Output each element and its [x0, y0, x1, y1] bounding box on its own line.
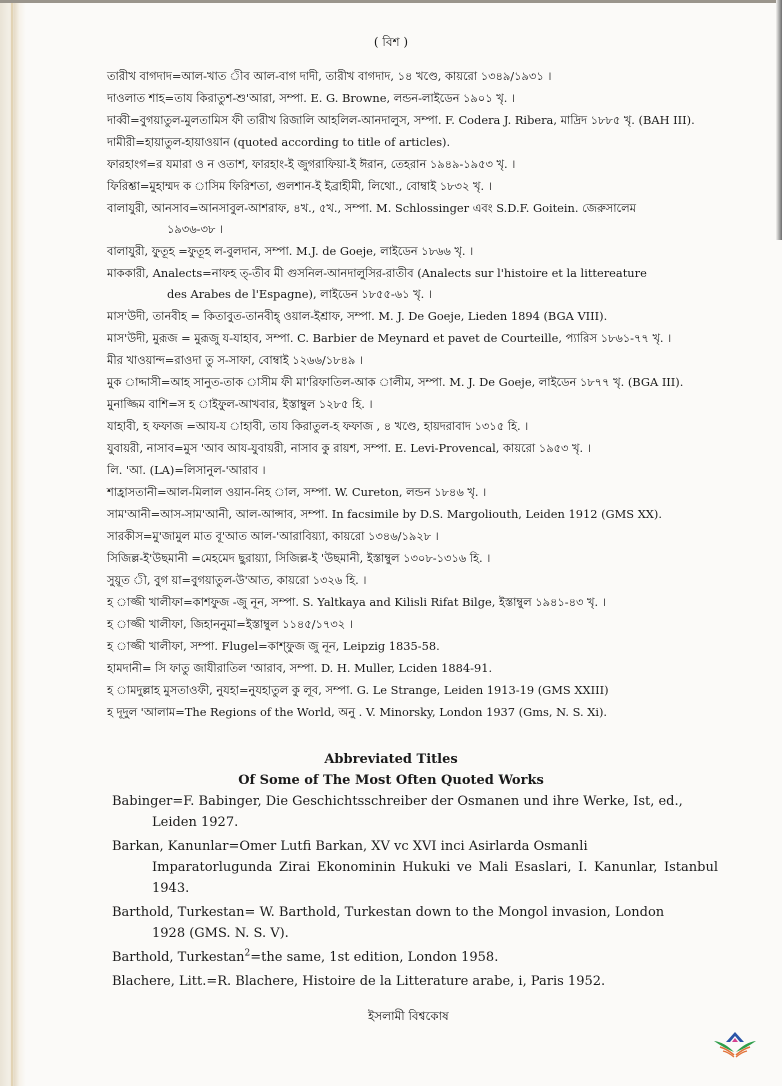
entry-text: মাস'উদী, মুরূজ = মুরূজু য-যাহাব, সম্পা. C. Barbier de Meynard et pavet de Courteille, প্যারিস ১৮৬১-৭৭ খৃ. ।	[107, 331, 672, 345]
logo-left-leaf	[714, 1041, 734, 1052]
entry-text: সুয়ূত ী, বুগ য়া=বুগয়াতুল-উ'আত, কায়রো ১৩২৬ হি. ।	[107, 573, 367, 587]
entry-text: শাহ্রাসতানী=আল-মিলাল ওয়ান-নিহ াল, সম্পা. W. Cureton, লন্ডন ১৮৪৬ খৃ. ।	[107, 485, 487, 499]
entry-text: ফিরিশ্তা=মুহাম্মদ ক াসিম ফিরিশতা, গুলশান-ই ইব্রাহীমী, লিথো., বোম্বাই ১৮৩২ খৃ. ।	[107, 179, 492, 193]
bibliography-entry	[107, 394, 719, 415]
book-logo-icon	[712, 1028, 758, 1058]
bibliography-entry	[107, 350, 719, 371]
abbreviated-works-list	[112, 791, 718, 992]
work-text: Barthold, Turkestan= W. Barthold, Turkestan down to the Mongol invasion, London	[112, 905, 665, 920]
entry-text: দাব্বী=বুগয়াতুল-মুলতামিস ফী তারীখ রিজালি আহলিল-আনদালুস, সম্পা. F. Codera J. Ribera, মাদ্রিদ ১৮৮৫ খৃ. (BAH III).	[107, 113, 695, 127]
entry-text: সিজিল্ল-ই'উছমানী =মেহমেদ ছুরায়্যা, সিজিল্ল-ই 'উছমানী, ইস্তাম্বুল ১৩০৮-১৩১৬ হি. ।	[107, 551, 491, 565]
entry-text: মাককারী, Analects=নাফহ ত্-তীব মী গুসনিল-আনদালুসির-রাতীব (Analects sur l'histoire et la littereature	[107, 266, 647, 280]
entry-text: মীর খাওয়ান্দ=রাওদা তু স-সাফা, বোম্বাই ১২৬৬/১৮৪৯ ।	[107, 353, 363, 367]
entry-continuation: des Arabes de l'Espagne), লাইডেন ১৮৫৫-৬১ খৃ. ।	[167, 287, 432, 301]
bibliography-entry	[107, 526, 719, 547]
bibliography-entry	[107, 636, 719, 657]
logo-arrow	[732, 1038, 738, 1042]
entry-text: ফারহাংগ=র যমারা ও ন ওতাশ, ফারহাং-ই জুগরাফিয়া-ই ঈরান, তেহরান ১৯৪৯-১৯৫৩ খৃ. ।	[107, 157, 516, 171]
work-entry	[112, 836, 718, 899]
bibliography-entry	[107, 328, 719, 349]
section-subheading: Of Some of The Most Often Quoted Works	[238, 773, 544, 788]
entry-text: হ দূদুল 'আলাম=The Regions of the World, অনু . V. Minorsky, London 1937 (Gms, N. S. Xi).	[107, 705, 608, 719]
entry-text: হ ামদুল্লাহ মুসতাওফী, নুযহা=নুযহাতুল কু লূব, সম্পা. G. Le Strange, Leiden 1913-19 (GMS XXIII)	[107, 683, 609, 697]
bibliography-entry	[107, 416, 719, 437]
entry-text: মাস'উদী, তানবীহ = কিতাবুত-তানবীহ্ ওয়াল-ইশ্রাফ, সম্পা. M. J. De Goeje, Lieden 1894 (BGA VIII).	[107, 309, 608, 323]
work-text: Babinger=F. Babinger, Die Geschichtsschreiber der Osmanen und ihre Werke, Ist, ed.,	[112, 794, 683, 809]
entry-text: হ াজ্জী খালীফা, সম্পা. Flugel=কাশ্ফুজ জু নূন, Leipzig 1835-58.	[107, 639, 440, 653]
entry-text: মুক াদ্দাসী=আহ সানুত-তাক াসীম ফী মা'রিফাতিল-আক ালীম, সম্পা. M. J. De Goeje, লাইডেন ১৮৭৭ খৃ. (BGA III).	[107, 375, 684, 389]
bibliography-entry	[107, 372, 719, 393]
bibliography-entry	[107, 614, 719, 635]
bibliography-entry	[107, 154, 719, 175]
bibliography-list	[107, 66, 719, 723]
bibliography-entry	[107, 658, 719, 679]
bibliography-entry	[107, 504, 719, 525]
entry-text: সাম'আনী=আস-সাম'আনী, আল-আন্সাব, সম্পা. In facsimile by D.S. Margoliouth, Leiden 1912 (GMS XX).	[107, 507, 662, 521]
bibliography-entry	[107, 438, 719, 459]
bibliography-entry	[107, 110, 719, 131]
section-heading: Abbreviated Titles	[324, 752, 458, 767]
bibliography-entry	[107, 176, 719, 197]
work-continuation: Leiden 1927.	[152, 815, 239, 830]
entry-text: যুবায়রী, নাসাব=মুস 'আব আয-যুবায়রী, নাসাব কু রায়শ, সম্পা. E. Levi-Provencal, কায়রো ১৯৫৩ খৃ. ।	[107, 441, 591, 455]
work-continuation: 1928 (GMS. N. S. V).	[152, 926, 289, 941]
bibliography-entry	[107, 263, 719, 305]
bibliography-entry	[107, 570, 719, 591]
page-number: ( বিশ )	[373, 35, 409, 49]
entry-text: হামদানী= সি ফাতু জাযীরাতিল 'আরাব, সম্পা. D. H. Muller, Lciden 1884-91.	[107, 661, 493, 675]
bibliography-entry	[107, 88, 719, 109]
entry-text: সারকীস=মু'জামুল মাত বূ'আত আল-'আরাবিয়্যা, কায়রো ১৩৪৬/১৯২৮ ।	[107, 529, 439, 543]
bibliography-entry	[107, 306, 719, 327]
bibliography-entry	[107, 241, 719, 262]
bibliography-entry	[107, 132, 719, 153]
superscript: 2	[244, 948, 251, 959]
entry-text: দাওলাত শাহ=তায কিরাতুশ-শু'আরা, সম্পা. E. G. Browne, লন্ডন-লাইডেন ১৯০১ খৃ. ।	[107, 91, 516, 105]
work-text: Barthold, Turkestan	[112, 950, 245, 965]
work-entry	[112, 947, 718, 968]
work-entry	[112, 971, 718, 992]
entry-text: লি. 'আ. (LA)=লিসানুল-'আরাব ।	[107, 463, 266, 477]
bibliography-entry	[107, 198, 719, 240]
work-text: Blachere, Litt.=R. Blachere, Histoire de la Litterature arabe, i, Paris 1952.	[112, 974, 606, 989]
bibliography-entry	[107, 702, 719, 723]
bibliography-entry	[107, 482, 719, 503]
entry-text: বালাযুরী, আনসাব=আনসাবুল-আশরাফ, ৪খ., ৫খ., সম্পা. M. Schlossinger এবং S.D.F. Goitein. জেরুসালেম	[107, 201, 636, 215]
work-text: Barkan, Kanunlar=Omer Lutfi Barkan, XV vc XVI inci Asirlarda Osmanli	[112, 839, 588, 854]
entry-text: দামীরী=হায়াতুল-হায়াওয়ান (quoted according to title of articles).	[107, 135, 451, 149]
page-footer	[107, 1006, 724, 1066]
entry-continuation: ১৯৩৬-৩৮ ।	[167, 222, 223, 236]
entry-text: তারীখ বাগদাদ=আল-খাত ীব আল-বাগ দাদী, তারীখ বাগদাদ, ১৪ খণ্ডে, কায়রো ১৩৪৯/১৯৩১ ।	[107, 69, 552, 83]
footer-publication-name: ইসলামী বিশ্বকোষ	[368, 1009, 449, 1023]
bibliography-entry	[107, 592, 719, 613]
entry-text: মুনাজ্জিম বাশি=স হ াইফুল-আখবার, ইস্তাম্বুল ১২৮৫ হি. ।	[107, 397, 373, 411]
bibliography-entry	[107, 66, 719, 87]
work-entry	[112, 791, 718, 833]
entry-text: হ াজ্জী খালীফা, জিহাননুমা=ইস্তাম্বুল ১১৪৫/১৭৩২ ।	[107, 617, 353, 631]
bibliography-entry	[107, 680, 719, 701]
work-text-end: =the same, 1st edition, London 1958.	[250, 950, 499, 965]
bibliography-entry	[107, 460, 719, 481]
entry-text: বালাযুরী, ফুতূহ =ফুতূহ ল-বুলদান, সম্পা. M.J. de Goeje, লাইডেন ১৮৬৬ খৃ. ।	[107, 244, 474, 258]
entry-text: হ াজ্জী খালীফা=কাশফুজ -জু নূন, সম্পা. S. Yaltkaya and Kilisli Rifat Bilge, ইস্তাম্বুল ১৯৪১-৪৩ খৃ. ।	[107, 595, 606, 609]
work-continuation: Imparatorlugunda Zirai Ekonominin Hukuki ve Mali Esaslari, I. Kanunlar, Istanbul 1943.	[152, 860, 718, 896]
logo-right-leaf	[736, 1041, 756, 1052]
work-entry	[112, 902, 718, 944]
bibliography-entry	[107, 548, 719, 569]
entry-text: যাহাবী, হ ফফাজ =আয-য াহাবী, তায কিরাতুল-হ ফফাজ , ৪ খণ্ডে, হায়দরাবাদ ১৩১৫ হি. ।	[107, 419, 529, 433]
